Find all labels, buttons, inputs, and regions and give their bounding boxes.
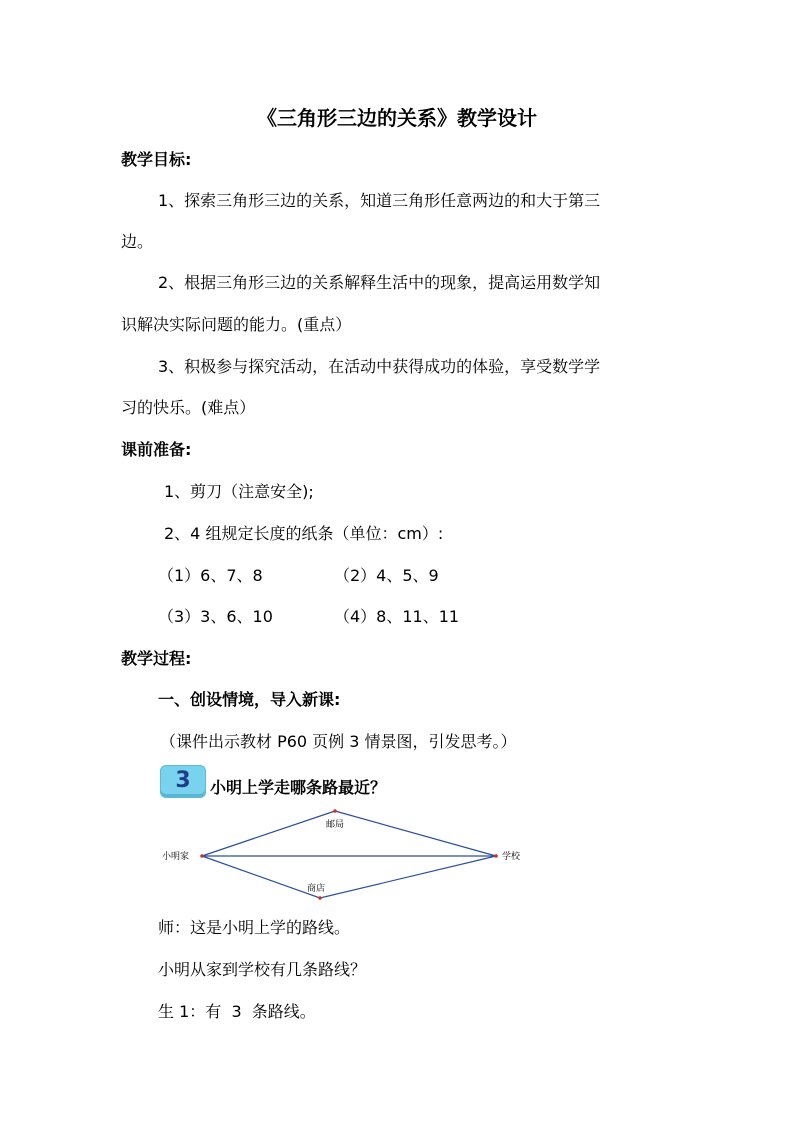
strip-group-1: （1）6、7、8 bbox=[158, 566, 263, 585]
objective-2-line-2: 识解决实际问题的能力。(重点） bbox=[121, 315, 352, 334]
school-label: 学校 bbox=[502, 852, 521, 862]
page-title: 《三角形三边的关系》教学设计 bbox=[257, 106, 537, 130]
home-point bbox=[200, 854, 204, 858]
post-office-label: 邮局 bbox=[326, 820, 345, 830]
school-point bbox=[494, 854, 498, 858]
objective-2-line-1: 2、根据三角形三边的关系解释生活中的现象，提高运用数学知 bbox=[158, 273, 601, 292]
preparation-heading: 课前准备: bbox=[121, 440, 192, 459]
dialog-line-1: 师：这是小明上学的路线。 bbox=[158, 918, 351, 937]
dialog-line-2: 小明从家到学校有几条路线？ bbox=[158, 960, 367, 979]
preparation-item-2: 2、4 组规定长度的纸条（单位：cm）: bbox=[164, 524, 444, 543]
objectives-heading: 教学目标: bbox=[121, 150, 192, 169]
objective-3-line-2: 习的快乐。(难点） bbox=[121, 398, 256, 417]
route-diagram bbox=[160, 806, 540, 906]
shop-point bbox=[318, 896, 322, 900]
example-number: 3 bbox=[175, 768, 191, 793]
preparation-item-1: 1、剪刀（注意安全); bbox=[164, 482, 314, 501]
objective-1-line-2: 边。 bbox=[121, 232, 154, 251]
route-line-home-post bbox=[202, 811, 335, 856]
objective-3-line-1: 3、积极参与探究活动，在活动中获得成功的体验，享受数学学 bbox=[158, 357, 601, 376]
process-heading: 教学过程: bbox=[121, 649, 192, 668]
example-number-badge bbox=[160, 765, 206, 798]
route-line-post-school bbox=[335, 811, 496, 856]
courseware-note: （课件出示教材 P60 页例 3 情景图，引发思考。） bbox=[160, 732, 517, 751]
shop-label: 商店 bbox=[307, 884, 326, 894]
dialog-line-3: 生 1：有 3 条路线。 bbox=[158, 1002, 316, 1021]
home-label: 小明家 bbox=[162, 852, 190, 862]
example-question: 小明上学走哪条路最近？ bbox=[210, 778, 387, 797]
section-1-heading: 一、创设情境，导入新课: bbox=[158, 690, 341, 709]
post-office-point bbox=[333, 809, 337, 813]
route-line-shop-school bbox=[320, 856, 496, 898]
strip-group-4: （4）8、11、11 bbox=[334, 607, 460, 626]
objective-1-line-1: 1、探索三角形三边的关系，知道三角形任意两边的和大于第三 bbox=[158, 191, 601, 210]
strip-group-2: （2）4、5、9 bbox=[334, 566, 439, 585]
route-line-home-shop bbox=[202, 856, 320, 898]
strip-group-3: （3）3、6、10 bbox=[158, 607, 273, 626]
